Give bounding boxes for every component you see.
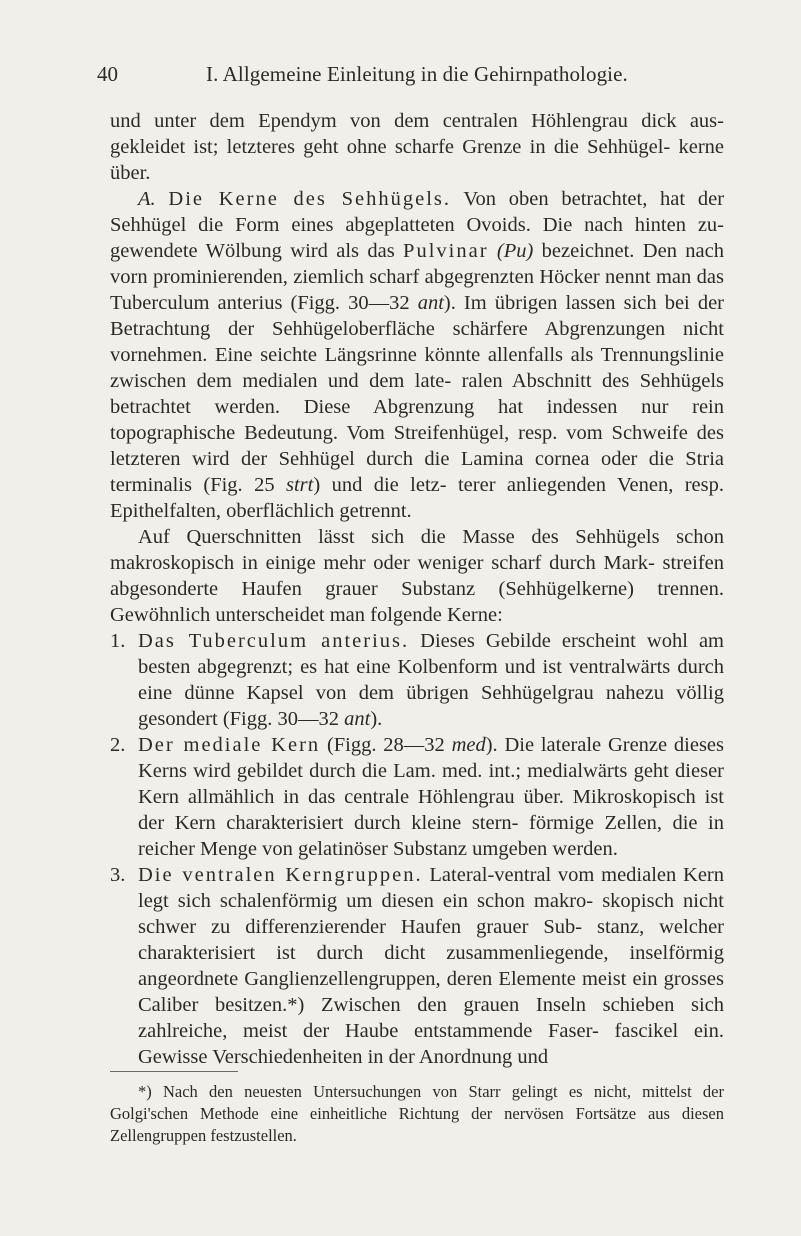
footnote [110,1081,724,1147]
page-number: 40 [97,62,118,86]
footnote-rule [110,1071,238,1072]
figure-ref-ant: ant [417,292,444,314]
label-pu: (Pu) [496,240,534,262]
section-heading: Die Kerne des Sehhügels. [168,188,452,210]
list-heading: Der mediale Kern [138,734,321,756]
list-heading: Die ventralen Kerngruppen. [138,864,423,886]
figure-ref-strt: strt [285,474,314,496]
list-number: 2. [110,734,126,756]
list-number: 1. [110,630,126,652]
footnote-text: *) Nach den neuesten Untersuchungen von Starr gelingt es nicht, mittelst der Golgi'schen Methode eine einheitliche Richtung der nervösen Fortsätze aus diesen Zellengruppen festzustellen. [110,1082,724,1145]
list-item: 2. Der mediale Kern (Figg. 28—32 med). Die laterale Grenze dieses Kerns wird gebildet durch die Lam. med. int.; medialwärts geht dieser Kern allmählich in das centrale Höhlengrau über. Mikroskopisch ist der Kern charakterisiert durch kleine stern- förmige Zellen, die in reicher Menge von gelatinöser Substanz umgeben werden. [110,734,725,860]
page-header [0,58,801,92]
section-letter: A. [138,188,156,210]
nuclei-list [110,628,724,1070]
figure-ref: ant [344,708,371,730]
paragraph-continuation: und unter dem Ependym von dem centralen Höhlengrau dick aus- gekleidet ist; letzteres geht ohne scharfe Grenze in die Sehhügel- kerne über. [110,110,724,184]
figure-ref: med [451,734,486,756]
running-head: I. Allgemeine Einleitung in die Gehirnpathologie. [206,62,628,86]
list-number: 3. [110,864,126,886]
term-pulvinar: Pulvinar [403,240,489,262]
list-item: 1. Das Tuberculum anterius. Dieses Gebilde erscheint wohl am besten abgegrenzt; es hat eine Kolbenform und ist ventralwärts durch eine dünne Kapsel von dem übrigen Sehhügelgrau nahezu völlig gesondert (Figg. 30—32 ant). [110,630,724,730]
paragraph-section-a: A. Die Kerne des Sehhügels. Von oben betrachtet, hat der Sehhügel die Form eines abgeplatteten Ovoids. Die nach hinten zu- gewendete Wölbung wird als das Pulvinar (Pu) bezeichnet. Den nach vorn prominierenden, ziemlich scharf abgegrenzten Höcker nennt man das Tuberculum anterius (Figg. 30—32 ant). Im übrigen lassen sich bei der Betrachtung der Sehhügeloberfläche schärfere Abgrenzungen nicht vornehmen. Eine seichte Längsrinne könnte allenfalls als Trennungslinie zwischen dem medialen und dem late- ralen Abschnitt des Sehhügels betrachtet werden. Diese Abgrenzung hat indessen nur rein topographische Bedeutung. Vom Streifenhügel, resp. vom Schweife des letzteren wird der Sehhügel durch die Lamina cornea oder die Stria terminalis (Fig. 25 strt) und die letz- terer anliegenden Venen, resp. Epithelfalten, oberflächlich getrennt. [110,188,725,522]
list-heading: Das Tuberculum anterius. [138,630,410,652]
body-text [110,108,724,1070]
paragraph-cross-sections: Auf Querschnitten lässt sich die Masse des Sehhügels schon makroskopisch in einige mehr oder weniger scharf durch Mark- streifen abgesonderte Haufen grauer Substanz (Sehhügelkerne) trennen. Gewöhnlich unterscheidet man folgende Kerne: [110,526,724,626]
list-item: 3. Die ventralen Kerngruppen. Lateral-ventral vom medialen Kern legt sich schalenförmig um diesen ein schon makro- skopisch nicht schwer zu differenzierender Haufen grauer Sub- stanz, welcher charakterisiert ist durch dicht zusammenliegende, inselförmig angeordnete Ganglienzellengruppen, deren Elemente meist ein grosses Caliber besitzen.*) Zwischen den grauen Inseln schieben sich zahlreiche, meist der Haube entstammende Faser- fascikel ein. Gewisse Verschiedenheiten in der Anordnung und [110,864,724,1068]
